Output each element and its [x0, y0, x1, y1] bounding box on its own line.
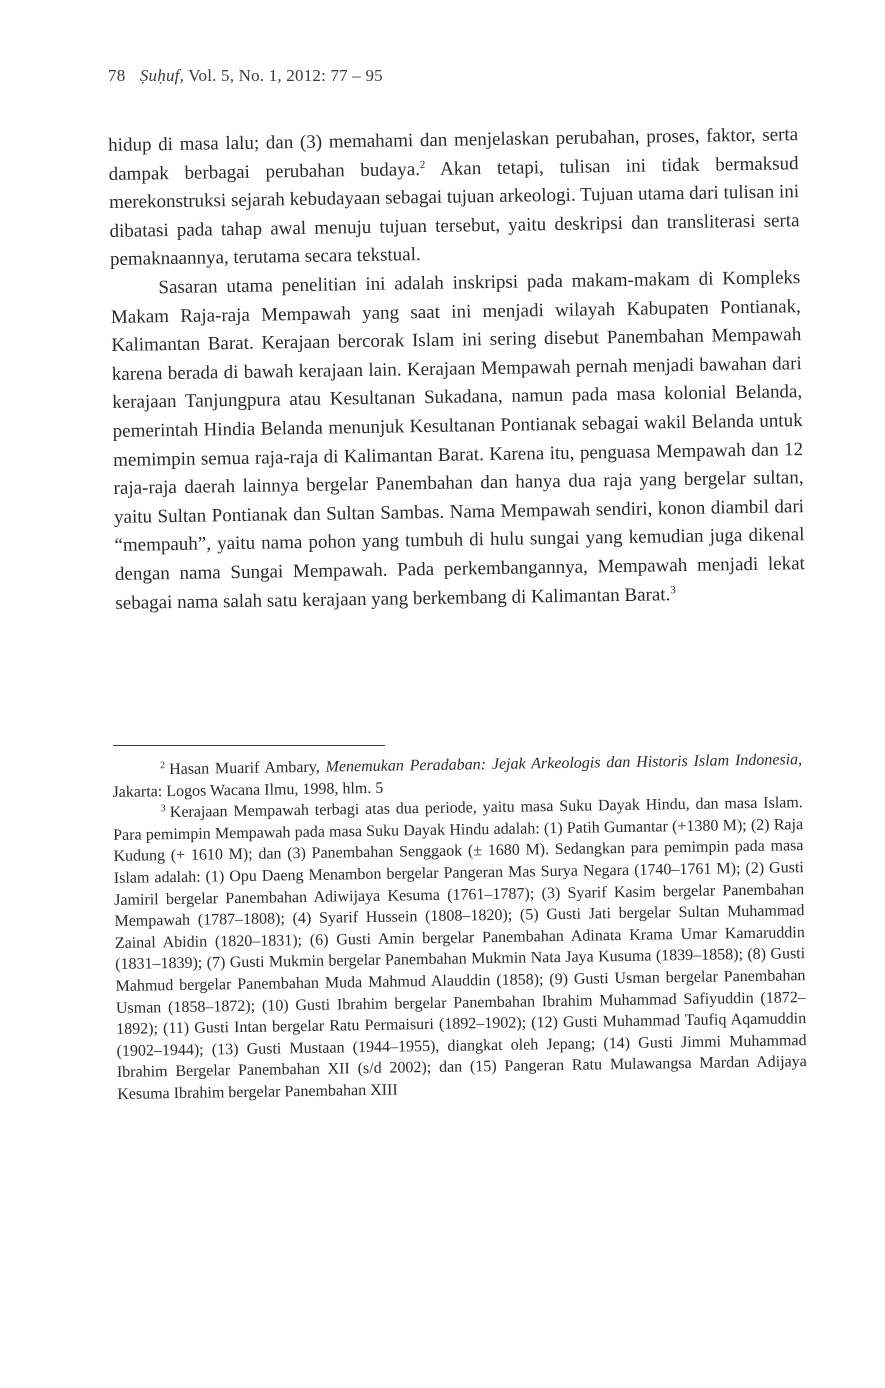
footnote-2-author: Hasan Muarif Ambary, [169, 758, 326, 779]
footnote-ref-3: 3 [670, 583, 676, 596]
journal-citation: Vol. 5, No. 1, 2012: 77 – 95 [188, 66, 383, 85]
footnote-3-marker: 3 [160, 803, 166, 815]
footnote-2-marker: 2 [160, 760, 166, 772]
journal-name: Ṣuḥuf, [139, 66, 185, 85]
paragraph-1 [108, 121, 800, 275]
paragraph-2 [110, 264, 805, 618]
footnote-2-title: Menemukan Peradaban: Jejak Arkeologis dan Historis Islam Indonesia [325, 751, 799, 776]
paragraph-2-text: Sasaran utama penelitian ini adalah inskripsi pada makam-makam di Kompleks Makam Raja-raja Mempawah yang saat ini menjadi wilayah Kabupaten Pontianak, Kalimantan Barat. Kerajaan bercorak Islam ini sering disebut Panembahan Mempawah karena berada di bawah kerajaan lain. Kerajaan Mempawah pernah menjadi bawahan dari kerajaan Tanjungpura atau Kesultanan Sukadana, namun pada masa kolonial Belanda, pemerintah Hindia Belanda menunjuk Kesultanan Pontianak sebagai wakil Belanda untuk memimpin semua raja-raja di Kalimantan Barat. Karena itu, penguasa Mempawah dan 12 raja-raja daerah lainnya bergelar Panembahan dan hanya dua raja yang bergelar sultan, yaitu Sultan Pontianak dan Sultan Sambas. Nama Mempawah sendiri, konon diambil dari “mempauh”, yaitu nama pohon yang tumbuh di hulu sungai yang kemudian juga dikenal dengan nama Sungai Mempawah. Pada perkembangannya, Mempawah menjadi lekat sebagai nama salah satu kerajaan yang berkembang di Kalimantan Barat. [110, 267, 806, 614]
footnotes [112, 749, 807, 1105]
footnote-2-publication: , Jakarta: Logos Wacana Ilmu, 1998, hlm. 5 [112, 751, 803, 801]
main-body-text [108, 121, 806, 618]
footnote-ref-2: 2 [419, 158, 426, 171]
paragraph-1-part-b: Akan tetapi, tulisan ini tidak bermaksud merekonstruksi sejarah kebudayaan sebagai tujuan arkeologi. Tujuan utama dari tulisan ini dibatasi pada tahap awal menuju tujuan tersebut, yaitu deskripsi dan transliterasi serta pemaknaannya, terutama secara tekstual. [108, 152, 800, 271]
footnote-separator [113, 745, 385, 746]
footnote-3 [113, 792, 808, 1105]
footnote-3-text: Kerajaan Mempawah terbagi atas dua periode, yaitu masa Suku Dayak Hindu, dan masa Islam. Para pemimpin Mempawah pada masa Suku Dayak Hindu adalah: (1) Patih Gumantar (+1380 M); (2) Raja Kudung (+ 1610 M); dan (3) Panembahan Senggaok (± 1680 M). Sedangkan para pemimpin pada masa Islam adalah: (1) Opu Daeng Menambon bergelar Pangeran Mas Surya Negara (1740–1761 M); (2) Gusti Jamiril bergelar Panembahan Adiwijaya Kesuma (1761–1787); (3) Syarif Kasim bergelar Panembahan Mempawah (1787–1808); (4) Syarif Hussein (1808–1820); (5) Gusti Jati bergelar Sultan Muhammad Zainal Abidin (1820–1831); (6) Gusti Amin bergelar Panembahan Adinata Krama Umar Kamaruddin (1831–1839); (7) Gusti Mukmin bergelar Panembahan Mukmin Nata Jaya Kusuma (1839–1858); (8) Gusti Mahmud bergelar Panembahan Muda Mahmud Alauddin (1858); (9) Gusti Usman bergelar Panembahan Usman (1858–1872); (10) Gusti Ibrahim bergelar Panembahan Ibrahim Muhammad Safiyuddin (1872–1892); (11) Gusti Intan bergelar Ratu Permaisuri (1892–1902); (12) Gusti Muhammad Taufiq Aqamuddin (1902–1944); (13) Gusti Mustaan (1944–1955), diangkat oleh Jepang; (14) Gusti Jimmi Muhammad Ibrahim Bergelar Panembahan XII (s/d 2002); dan (15) Pangeran Ratu Mulawangsa Mardan Adijaya Kesuma Ibrahim bergelar Panembahan XIII [113, 794, 807, 1103]
page-number: 78 [108, 66, 126, 85]
running-header [108, 66, 383, 86]
paragraph-1-part-a: hidup di masa lalu; dan (3) memahami dan menjelaskan perubahan, proses, faktor, serta dampak berbagai perubahan budaya. [108, 124, 799, 185]
